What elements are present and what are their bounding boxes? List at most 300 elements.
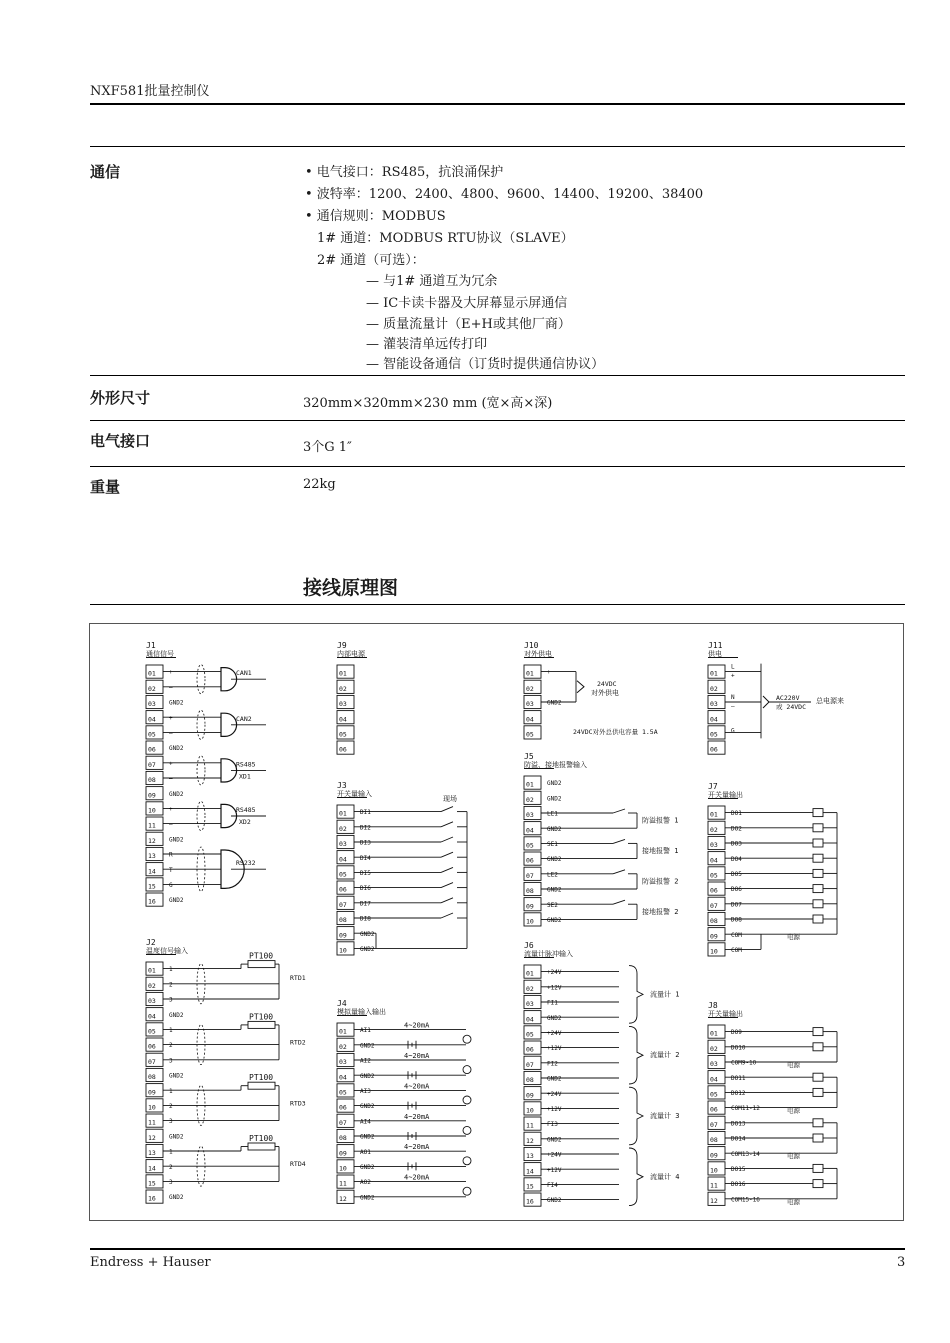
pin-label: —	[169, 730, 173, 737]
pin-label: GND2	[360, 1072, 375, 1080]
pin-label: 1	[169, 1027, 173, 1034]
signal-label: 4~20mA	[404, 1143, 430, 1152]
pin-label: DO5	[731, 871, 742, 878]
resistor	[248, 1082, 275, 1089]
pin-label: DI1	[360, 809, 371, 817]
pin-label: GND2	[169, 1194, 184, 1202]
terminal-number: 12	[148, 836, 156, 845]
terminal-number: 06	[710, 1105, 718, 1114]
switch	[441, 913, 453, 918]
terminal-number: 03	[710, 1060, 718, 1069]
resistor	[248, 1021, 275, 1028]
terminal-number: 03	[339, 1058, 347, 1067]
pin-label: SE2	[547, 901, 558, 909]
pin-label: GND2	[169, 1072, 184, 1080]
terminal-number: 02	[710, 684, 718, 693]
pin-label: +12V	[547, 1166, 562, 1174]
rtd-label: RTD4	[290, 1160, 306, 1169]
pin-label: G	[731, 727, 735, 735]
terminal-number: 05	[339, 870, 347, 879]
pin-label: GND2	[169, 897, 184, 905]
pin-label: DO7	[731, 901, 742, 909]
port-label: XD1	[239, 772, 251, 781]
section-title: 接线原理图	[303, 577, 399, 599]
block-subtitle: 模拟量输入输出	[337, 1008, 386, 1016]
block-subtitle: 内部电源	[337, 650, 365, 658]
terminal-number: 05	[526, 1030, 534, 1039]
relay	[813, 900, 823, 908]
pin-label: GND2	[547, 856, 562, 864]
instrument	[463, 1066, 471, 1074]
instrument	[463, 1157, 471, 1165]
port-label: CAN1	[236, 669, 252, 678]
switch	[613, 900, 625, 904]
terminal-number: 04	[148, 1012, 156, 1021]
section-rule	[90, 604, 905, 605]
terminal-number: 03	[339, 840, 347, 849]
pin-label: COM13-14	[731, 1150, 760, 1158]
relay	[813, 1164, 823, 1172]
relay	[813, 869, 823, 877]
pin-label: 2	[169, 1163, 173, 1171]
pin-label: COM9-10	[731, 1059, 757, 1067]
rtd-label: RTD3	[290, 1099, 306, 1108]
terminal-number: 10	[148, 1103, 156, 1112]
terminal-number: 08	[339, 916, 347, 925]
weight-label: 重量	[90, 478, 121, 496]
supply-label: 或 24VDC	[776, 703, 806, 711]
pin-label: —	[731, 703, 735, 710]
terminal-number: 05	[526, 730, 534, 739]
pin-label: DO15	[731, 1166, 746, 1173]
resistor	[248, 1143, 275, 1150]
relay	[813, 809, 823, 817]
pin-label: DI8	[360, 915, 371, 923]
instrument	[463, 1187, 471, 1195]
comm-line: • 电气接口：RS485，抗浪涌保护	[305, 165, 504, 180]
terminal-number: 01	[526, 780, 534, 789]
block-subtitle: 开关量输入	[337, 790, 372, 798]
comm-line: 2# 通道（可选）：	[317, 253, 425, 268]
pin-label: DO10	[731, 1044, 746, 1052]
pin-label: GND2	[169, 836, 184, 844]
terminal-number: 11	[148, 1118, 156, 1127]
block-title: J6	[524, 941, 534, 950]
terminal-number: 13	[148, 1149, 156, 1158]
port-label: XD2	[239, 818, 251, 826]
pin-label: 2	[169, 981, 173, 989]
block-subtitle: 流量计脉冲输入	[524, 950, 573, 958]
pin-label: +24V	[547, 969, 562, 977]
terminal-number: 07	[526, 871, 534, 880]
relay	[813, 1088, 823, 1096]
terminal-number: 02	[339, 824, 347, 833]
pin-label: AI1	[360, 1027, 371, 1035]
terminal-number: 08	[710, 917, 718, 926]
pin-label: DO13	[731, 1120, 746, 1128]
terminal-number: 03	[526, 811, 534, 820]
pin-label: GND2	[169, 1133, 184, 1141]
terminal-number: 05	[148, 730, 156, 739]
pin-label: DO3	[731, 840, 742, 848]
terminal-number: 09	[710, 932, 718, 941]
brace	[629, 1087, 643, 1145]
terminal-number: 07	[710, 901, 718, 910]
terminal-number: 03	[148, 700, 156, 709]
comm-line: — 质量流量计（E+H或其他厂商）	[366, 317, 571, 332]
pin-label: GND2	[547, 795, 562, 803]
footer-page: 3	[897, 1255, 906, 1270]
power-label: 电源	[787, 1152, 800, 1161]
pin-label: —	[169, 775, 173, 783]
terminal-number: 10	[710, 947, 718, 956]
sensor-label: PT100	[249, 1073, 274, 1083]
brace	[629, 1026, 643, 1084]
comm-label: 通信	[90, 163, 121, 181]
terminal-number: 12	[339, 1194, 347, 1203]
pin-label: AI2	[360, 1057, 371, 1065]
pin-label: 3	[169, 1057, 173, 1065]
terminal-number: 07	[526, 1060, 534, 1069]
field-label: 现场	[443, 795, 457, 803]
switch	[441, 883, 453, 888]
meter-label: 流量计 4	[650, 1172, 680, 1181]
row-rule	[90, 466, 905, 467]
block-subtitle: 温度信号输入	[146, 947, 188, 955]
terminal-number: 16	[148, 897, 156, 906]
terminal-number: 06	[339, 745, 347, 754]
pin-label: —	[169, 684, 173, 692]
pin-label: LE1	[547, 810, 558, 818]
relay	[813, 854, 823, 862]
pin-label: 1	[169, 1148, 173, 1156]
supply-label: 对外供电	[591, 688, 619, 697]
terminal-number: 04	[526, 1015, 534, 1024]
pin-label: +12V	[547, 1106, 562, 1113]
terminal-number: 05	[148, 1027, 156, 1036]
switch	[613, 870, 625, 874]
port-label: CAN2	[236, 714, 252, 723]
terminal-number: 02	[339, 1042, 347, 1051]
terminal-number: 14	[148, 1164, 156, 1173]
terminal-number: 08	[148, 776, 156, 785]
terminal-number: 08	[339, 1134, 347, 1143]
terminal-number: 11	[148, 821, 156, 830]
terminal-number: 03	[526, 1000, 534, 1009]
pin-label: GND2	[169, 699, 184, 707]
pin-label: 3	[169, 996, 173, 1004]
pin-label: DO16	[731, 1181, 746, 1189]
meter-label: 流量计 3	[650, 1112, 680, 1120]
terminal-number: 01	[339, 809, 347, 818]
comm-line: — 灌装清单远传打印	[366, 337, 488, 352]
weight-value: 22kg	[303, 477, 336, 492]
terminal-number: 05	[710, 1090, 718, 1099]
pin-label: LE2	[547, 871, 558, 879]
table-top-rule	[90, 146, 905, 147]
block-title: J10	[524, 641, 539, 650]
signal-label: 4~20mA	[404, 1021, 430, 1030]
block-subtitle: 开关量输出	[708, 1010, 743, 1018]
comm-line: • 波特率：1200、2400、4800、9600、14400、19200、38400	[305, 187, 704, 202]
pin-label: AI4	[360, 1118, 371, 1126]
terminal-number: 02	[526, 684, 534, 693]
block-title: J7	[708, 782, 718, 791]
pin-label: DI6	[360, 885, 371, 893]
port-label: RS232	[236, 859, 256, 868]
pin-label: GND2	[360, 946, 375, 953]
terminal-number: 04	[526, 715, 534, 724]
terminal-number: 01	[148, 669, 156, 678]
supply-label: AC220V	[776, 694, 800, 702]
meter-label: 流量计 2	[650, 1051, 680, 1060]
terminal-number: 10	[526, 917, 534, 926]
port-label: RS485	[236, 760, 256, 769]
pin-label: DI7	[360, 900, 371, 908]
switch	[441, 837, 453, 842]
terminal-number: 03	[526, 700, 534, 709]
pin-label: +	[169, 760, 173, 768]
relay	[813, 839, 823, 847]
cable-shield	[197, 801, 205, 830]
terminal-number: 02	[710, 1044, 718, 1053]
terminal-number: 15	[526, 1182, 534, 1191]
power-label: 电源	[787, 933, 800, 942]
sensor-label: PT100	[249, 1012, 274, 1022]
terminal-number: 04	[710, 715, 718, 724]
terminal-number: 01	[526, 669, 534, 678]
terminal-number: 09	[339, 1149, 347, 1158]
wiring-svg	[90, 624, 903, 1220]
conn-label: 电气接口	[90, 432, 151, 450]
terminal-number: 01	[148, 966, 156, 975]
alarm-label: 防溢报警 2	[642, 877, 679, 886]
pin-label: +	[169, 806, 173, 813]
switch	[441, 867, 453, 872]
terminal-number: 14	[148, 867, 156, 876]
cable-shield	[197, 665, 205, 694]
pin-label: +	[731, 672, 735, 680]
terminal-number: 06	[710, 745, 718, 754]
comm-line: — 与1# 通道互为冗余	[366, 274, 498, 289]
pin-label: —	[169, 821, 173, 829]
terminal-number: 02	[526, 984, 534, 993]
pin-label: 3	[169, 1179, 173, 1186]
alarm-label: 接地报警 1	[642, 847, 679, 855]
terminal-number: 01	[710, 669, 718, 678]
comm-line: — 智能设备通信（订货时提供通信协议）	[366, 357, 605, 372]
arrow	[577, 681, 584, 693]
terminal-number: 09	[148, 791, 156, 800]
pin-label: DO14	[731, 1135, 746, 1143]
pin-label: AO1	[360, 1148, 371, 1156]
terminal-number: 09	[148, 1088, 156, 1097]
terminal-number: 09	[526, 1091, 534, 1100]
page-header: NXF581批量控制仪	[90, 84, 210, 99]
wiring-diagram	[89, 623, 904, 1221]
header-rule	[90, 103, 905, 105]
block-title: J5	[524, 752, 534, 761]
terminal-number: 06	[710, 886, 718, 895]
pin-label: T	[169, 866, 173, 874]
pin-label: N	[731, 694, 735, 701]
pin-label: GND2	[360, 1164, 375, 1171]
pin-label: DO4	[731, 855, 742, 863]
block-title: J3	[337, 781, 347, 790]
terminal-number: 08	[526, 1076, 534, 1085]
pin-label: 1	[169, 1087, 173, 1095]
pin-label: GND2	[547, 1014, 562, 1022]
terminal-number: 04	[526, 826, 534, 835]
pin-label: 2	[169, 1042, 173, 1050]
terminal-number: 12	[148, 1133, 156, 1142]
terminal-number: 05	[710, 730, 718, 739]
row-rule	[90, 375, 905, 376]
pin-label: GND2	[547, 1075, 562, 1083]
relay	[813, 1134, 823, 1142]
terminal-number: 07	[339, 900, 347, 909]
pin-label: GND2	[547, 780, 562, 788]
resistor	[248, 961, 275, 968]
pin-label: FI3	[547, 1121, 558, 1129]
terminal-number: 09	[339, 931, 347, 940]
pin-label: R	[169, 851, 173, 859]
power-label: 电源	[787, 1106, 800, 1115]
pin-label: DO8	[731, 916, 742, 924]
terminal-number: 05	[339, 1088, 347, 1097]
terminal-number: 01	[339, 669, 347, 678]
pin-label: COM15-16	[731, 1196, 760, 1204]
brace	[629, 966, 643, 1024]
terminal-number: 10	[148, 806, 156, 815]
capacity-note: 24VDC对外总供电容量 1.5A	[573, 728, 658, 736]
conn-value: 3个G 1″	[303, 440, 352, 455]
pin-label: DI5	[360, 870, 371, 877]
block-subtitle: 通信信号	[146, 650, 174, 658]
terminal-number: 11	[710, 1181, 718, 1190]
terminal-number: 08	[148, 1073, 156, 1082]
terminal-number: 06	[526, 856, 534, 865]
terminal-number: 07	[339, 1118, 347, 1127]
block-title: J4	[337, 999, 347, 1008]
brace	[629, 1148, 643, 1206]
port-label: RS485	[236, 806, 256, 814]
instrument	[463, 1096, 471, 1104]
terminal-number: 05	[526, 841, 534, 850]
terminal-number: 16	[526, 1197, 534, 1206]
block-subtitle: 供电	[708, 650, 722, 658]
alarm-label: 防溢报警 1	[642, 816, 679, 825]
pin-label: 1	[169, 966, 173, 974]
switch	[441, 898, 453, 903]
pin-label: DO6	[731, 886, 742, 894]
power-label: 电源	[787, 1061, 800, 1069]
instrument	[463, 1126, 471, 1134]
block-subtitle: 防溢、接地报警输入	[524, 761, 587, 769]
pin-label: +24V	[547, 1030, 562, 1037]
terminal-number: 06	[148, 745, 156, 754]
relay	[813, 1073, 823, 1081]
relay	[813, 1043, 823, 1051]
terminal-number: 02	[148, 981, 156, 990]
arrow	[763, 696, 769, 708]
terminal-number: 04	[339, 715, 347, 724]
terminal-number: 13	[148, 852, 156, 861]
pin-label: GND2	[169, 790, 184, 798]
terminal-number: 02	[526, 795, 534, 804]
terminal-number: 12	[710, 1196, 718, 1205]
terminal-number: 01	[526, 969, 534, 978]
size-value: 320mm×320mm×230 mm (宽×高×深)	[303, 396, 553, 411]
terminal-number: 12	[526, 1136, 534, 1145]
terminal-number: 06	[339, 1103, 347, 1112]
terminal-number: 10	[526, 1106, 534, 1115]
pin-label: GND2	[547, 886, 562, 894]
terminal-number: 11	[339, 1179, 347, 1188]
terminal-number: 11	[526, 1121, 534, 1130]
pin-label: GND2	[360, 1042, 375, 1050]
terminal-number: 01	[339, 1027, 347, 1036]
terminal-number: 03	[148, 997, 156, 1006]
pin-label: +12V	[547, 984, 562, 992]
pin-label: +	[547, 669, 551, 677]
rtd-label: RTD1	[290, 973, 306, 982]
terminal-number: 04	[710, 1075, 718, 1084]
terminal-number: 04	[710, 856, 718, 865]
pin-label: DO11	[731, 1074, 746, 1082]
footer-rule	[90, 1248, 905, 1250]
relay	[813, 1180, 823, 1188]
pin-label: GND2	[547, 1197, 562, 1205]
row-rule	[90, 420, 905, 421]
block-title: J2	[146, 938, 156, 947]
pin-label: COM	[731, 931, 742, 939]
signal-label: 4~20mA	[404, 1052, 430, 1060]
terminal-number: 06	[526, 1045, 534, 1054]
pin-label: GND2	[360, 1133, 375, 1141]
block-title: J11	[708, 641, 723, 650]
instrument	[463, 1035, 471, 1043]
terminal-number: 06	[339, 885, 347, 894]
pin-label: GND2	[547, 825, 562, 833]
pin-label: FI2	[547, 1060, 558, 1068]
terminal-number: 03	[339, 700, 347, 709]
switch	[613, 839, 625, 843]
block-title: J1	[146, 641, 156, 650]
pin-label: +	[169, 714, 173, 722]
terminal-number: 01	[710, 1029, 718, 1038]
terminal-number: 09	[526, 902, 534, 911]
pin-label: FI1	[547, 999, 558, 1007]
pin-label: +12V	[547, 1045, 562, 1053]
terminal-number: 02	[148, 684, 156, 693]
terminal-number: 13	[526, 1152, 534, 1161]
cable-shield	[197, 756, 205, 785]
terminal-number: 09	[710, 1151, 718, 1160]
power-label: 电源	[787, 1197, 800, 1206]
pin-label: GND2	[547, 917, 562, 924]
terminal-number: 02	[710, 825, 718, 834]
pin-label: GND2	[360, 930, 375, 938]
relay	[813, 1119, 823, 1127]
signal-label: 4~20mA	[404, 1112, 430, 1121]
supply-label: 24VDC	[597, 679, 617, 688]
alarm-label: 接地报警 2	[642, 907, 679, 916]
pin-label: +	[169, 669, 173, 677]
terminal-number: 04	[148, 715, 156, 724]
relay	[813, 824, 823, 832]
pin-label: DI2	[360, 824, 371, 832]
